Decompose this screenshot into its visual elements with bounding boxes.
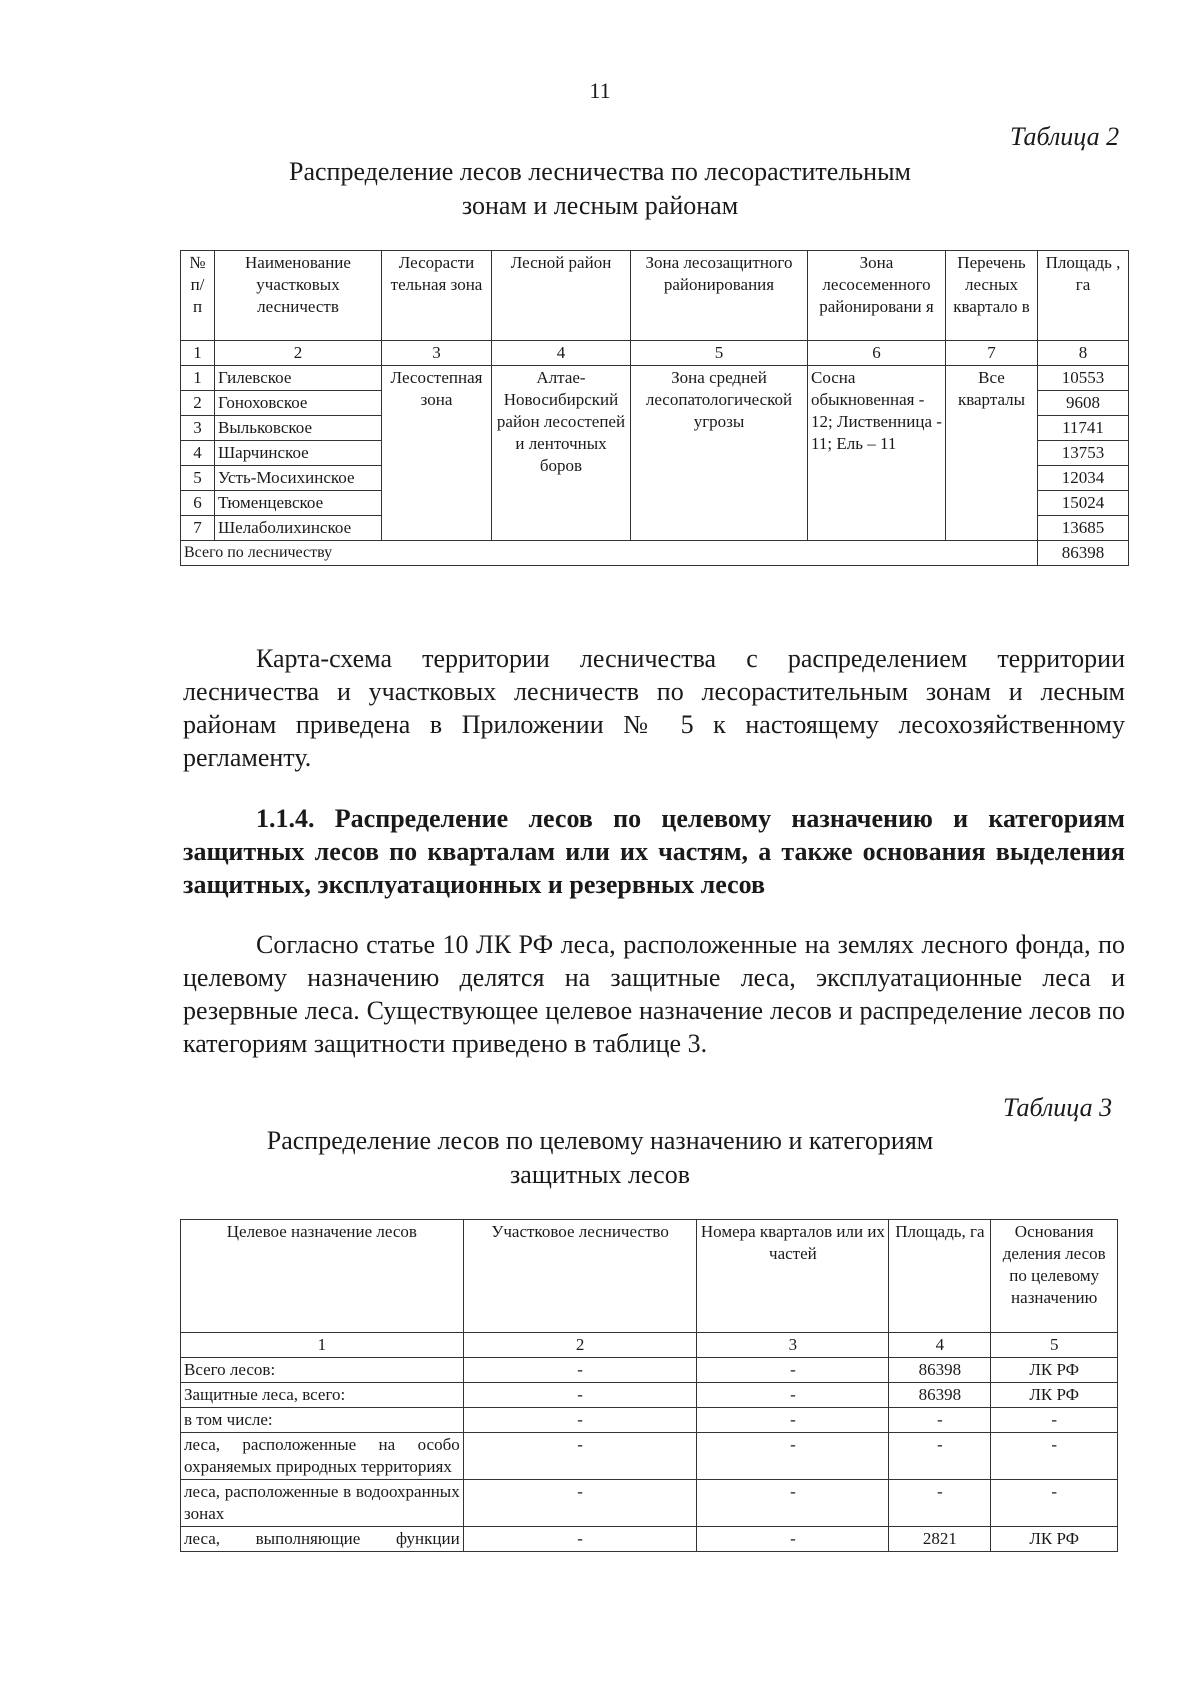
table3-colnum: 4 xyxy=(889,1333,991,1358)
row-num: 2 xyxy=(181,391,215,416)
forest-zones-table xyxy=(180,250,1129,566)
table2-colnum: 1 xyxy=(181,341,215,366)
table-row xyxy=(181,1408,1118,1433)
purpose-name: Защитные леса, всего: xyxy=(181,1383,464,1408)
section-heading: 1.1.4. Распределение лесов по целевому назначению и категориям защитных лесов по кварталам или их частям, а также основания выделения защитных, эксплуатационных и резервных лесов xyxy=(183,804,1125,899)
purpose-quarters: - xyxy=(697,1433,889,1480)
row-num: 1 xyxy=(181,366,215,391)
forestry-name: Шелаболихинское xyxy=(215,516,382,541)
table2-header-row xyxy=(181,251,1129,341)
seed-zone: Сосна обыкновенная - 12; Лиственница - 11; Ель – 11 xyxy=(808,366,946,541)
purpose-forestry: - xyxy=(463,1408,697,1433)
purpose-area: 86398 xyxy=(889,1383,991,1408)
table2-column-numbers xyxy=(181,341,1129,366)
forestry-name: Тюменцевское xyxy=(215,491,382,516)
table2-title-line1: Распределение лесов лесничества по лесорастительным xyxy=(289,157,911,186)
forestry-area: 15024 xyxy=(1038,491,1129,516)
table-row xyxy=(181,1480,1118,1527)
purpose-name: Всего лесов: xyxy=(181,1358,464,1383)
purpose-quarters: - xyxy=(697,1383,889,1408)
protection-zone: Зона средней лесопатологической угрозы xyxy=(631,366,808,541)
table3-colnum: 2 xyxy=(463,1333,697,1358)
purpose-quarters: - xyxy=(697,1480,889,1527)
table3-title-line1: Распределение лесов по целевому назначению и категориям xyxy=(266,1126,934,1155)
table3-column-numbers xyxy=(181,1333,1118,1358)
table2-header-quarters: Перечень лесных квартало в xyxy=(946,251,1038,341)
purpose-basis: - xyxy=(991,1480,1118,1527)
table2-colnum: 2 xyxy=(215,341,382,366)
forestry-name: Шарчинское xyxy=(215,441,382,466)
map-scheme-paragraph xyxy=(183,642,1125,774)
table2-caption: Таблица 2 xyxy=(1010,122,1120,151)
table3-title xyxy=(0,1124,1200,1192)
table2-colnum: 4 xyxy=(492,341,631,366)
table2-colnum: 3 xyxy=(382,341,492,366)
table-row xyxy=(181,1358,1118,1383)
table3-colnum: 3 xyxy=(697,1333,889,1358)
table2-header-seed-zone: Зона лесосеменного районировани я xyxy=(808,251,946,341)
purpose-area: - xyxy=(889,1433,991,1480)
table3-header-area: Площадь, га xyxy=(889,1220,991,1333)
forestry-area: 11741 xyxy=(1038,416,1129,441)
purpose-forestry: - xyxy=(463,1383,697,1408)
table2-header-protection-zone: Зона лесозащитного районирования xyxy=(631,251,808,341)
table2-colnum: 8 xyxy=(1038,341,1129,366)
total-area: 86398 xyxy=(1038,541,1129,566)
forestry-area: 9608 xyxy=(1038,391,1129,416)
purpose-name: леса, расположенные в водоохранных зонах xyxy=(181,1480,464,1527)
row-num: 7 xyxy=(181,516,215,541)
table3-caption: Таблица 3 xyxy=(1003,1093,1113,1122)
forestry-name: Усть-Мосихинское xyxy=(215,466,382,491)
row-num: 4 xyxy=(181,441,215,466)
table3-header-basis: Основания деления лесов по целевому назначению xyxy=(991,1220,1118,1333)
paragraph-text: Согласно статье 10 ЛК РФ леса, расположенные на землях лесного фонда, по целевому назначению делятся на защитные леса, эксплуатационные леса и резервные леса. Существующее целевое назначение лесов и распределение лесов по категориям защитности приведено в таблице 3. xyxy=(183,930,1125,1058)
table2-header-name: Наименование участковых лесничеств xyxy=(215,251,382,341)
table3-header-row xyxy=(181,1220,1118,1333)
table3-title-line2: защитных лесов xyxy=(510,1160,690,1189)
purpose-area: - xyxy=(889,1480,991,1527)
forestry-name: Выльковское xyxy=(215,416,382,441)
forestry-area: 13685 xyxy=(1038,516,1129,541)
table2-title-line2: зонам и лесным районам xyxy=(461,191,739,220)
table3-header-purpose: Целевое назначение лесов xyxy=(181,1220,464,1333)
purpose-name: леса, расположенные на особо охраняемых природных территориях xyxy=(181,1433,464,1480)
forestry-area: 13753 xyxy=(1038,441,1129,466)
purpose-basis: ЛК РФ xyxy=(991,1358,1118,1383)
purpose-forestry: - xyxy=(463,1433,697,1480)
purpose-paragraph xyxy=(183,928,1125,1060)
purpose-area: 86398 xyxy=(889,1358,991,1383)
table2-header-zone: Лесорасти тельная зона xyxy=(382,251,492,341)
forest-district: Алтае-Новосибирский район лесостепей и ленточных боров xyxy=(492,366,631,541)
table2-total-row xyxy=(181,541,1129,566)
forest-zone: Лесостепная зона xyxy=(382,366,492,541)
forestry-name: Гилевское xyxy=(215,366,382,391)
total-label: Всего по лесничеству xyxy=(181,541,1038,566)
table3-header-forestry: Участковое лесничество xyxy=(463,1220,697,1333)
table2-colnum: 6 xyxy=(808,341,946,366)
table2-colnum: 5 xyxy=(631,341,808,366)
paragraph-text: Карта-схема территории лесничества с распределением территории лесничества и участковых лесничеств по лесорастительным зонам и лесным районам приведена в Приложении № 5 к настоящему лесохозяйственному регламенту. xyxy=(183,644,1125,772)
table-row xyxy=(181,1527,1118,1552)
table3-header-quarters: Номера кварталов или их частей xyxy=(697,1220,889,1333)
purpose-basis: ЛК РФ xyxy=(991,1383,1118,1408)
purpose-basis: - xyxy=(991,1433,1118,1480)
table-row xyxy=(181,366,1129,391)
table2-header-num: № п/ п xyxy=(181,251,215,341)
row-num: 3 xyxy=(181,416,215,441)
forestry-area: 12034 xyxy=(1038,466,1129,491)
page-number: 11 xyxy=(589,78,611,103)
purpose-forestry: - xyxy=(463,1480,697,1527)
row-num: 6 xyxy=(181,491,215,516)
forestry-area: 10553 xyxy=(1038,366,1129,391)
table-row xyxy=(181,1433,1118,1480)
forestry-name: Гоноховское xyxy=(215,391,382,416)
purpose-area: - xyxy=(889,1408,991,1433)
quarters-list: Все кварталы xyxy=(946,366,1038,541)
table-row xyxy=(181,1383,1118,1408)
table2-title xyxy=(0,155,1200,223)
forest-purpose-table xyxy=(180,1219,1118,1552)
table2-header-area: Площадь , га xyxy=(1038,251,1129,341)
purpose-basis: ЛК РФ xyxy=(991,1527,1118,1552)
row-num: 5 xyxy=(181,466,215,491)
purpose-name: леса, выполняющие функции xyxy=(181,1527,464,1552)
purpose-name: в том числе: xyxy=(181,1408,464,1433)
purpose-forestry: - xyxy=(463,1358,697,1383)
table3-colnum: 1 xyxy=(181,1333,464,1358)
table2-colnum: 7 xyxy=(946,341,1038,366)
purpose-area: 2821 xyxy=(889,1527,991,1552)
purpose-quarters: - xyxy=(697,1408,889,1433)
table3-colnum: 5 xyxy=(991,1333,1118,1358)
table2-header-district: Лесной район xyxy=(492,251,631,341)
purpose-quarters: - xyxy=(697,1358,889,1383)
purpose-forestry: - xyxy=(463,1527,697,1552)
purpose-quarters: - xyxy=(697,1527,889,1552)
purpose-basis: - xyxy=(991,1408,1118,1433)
